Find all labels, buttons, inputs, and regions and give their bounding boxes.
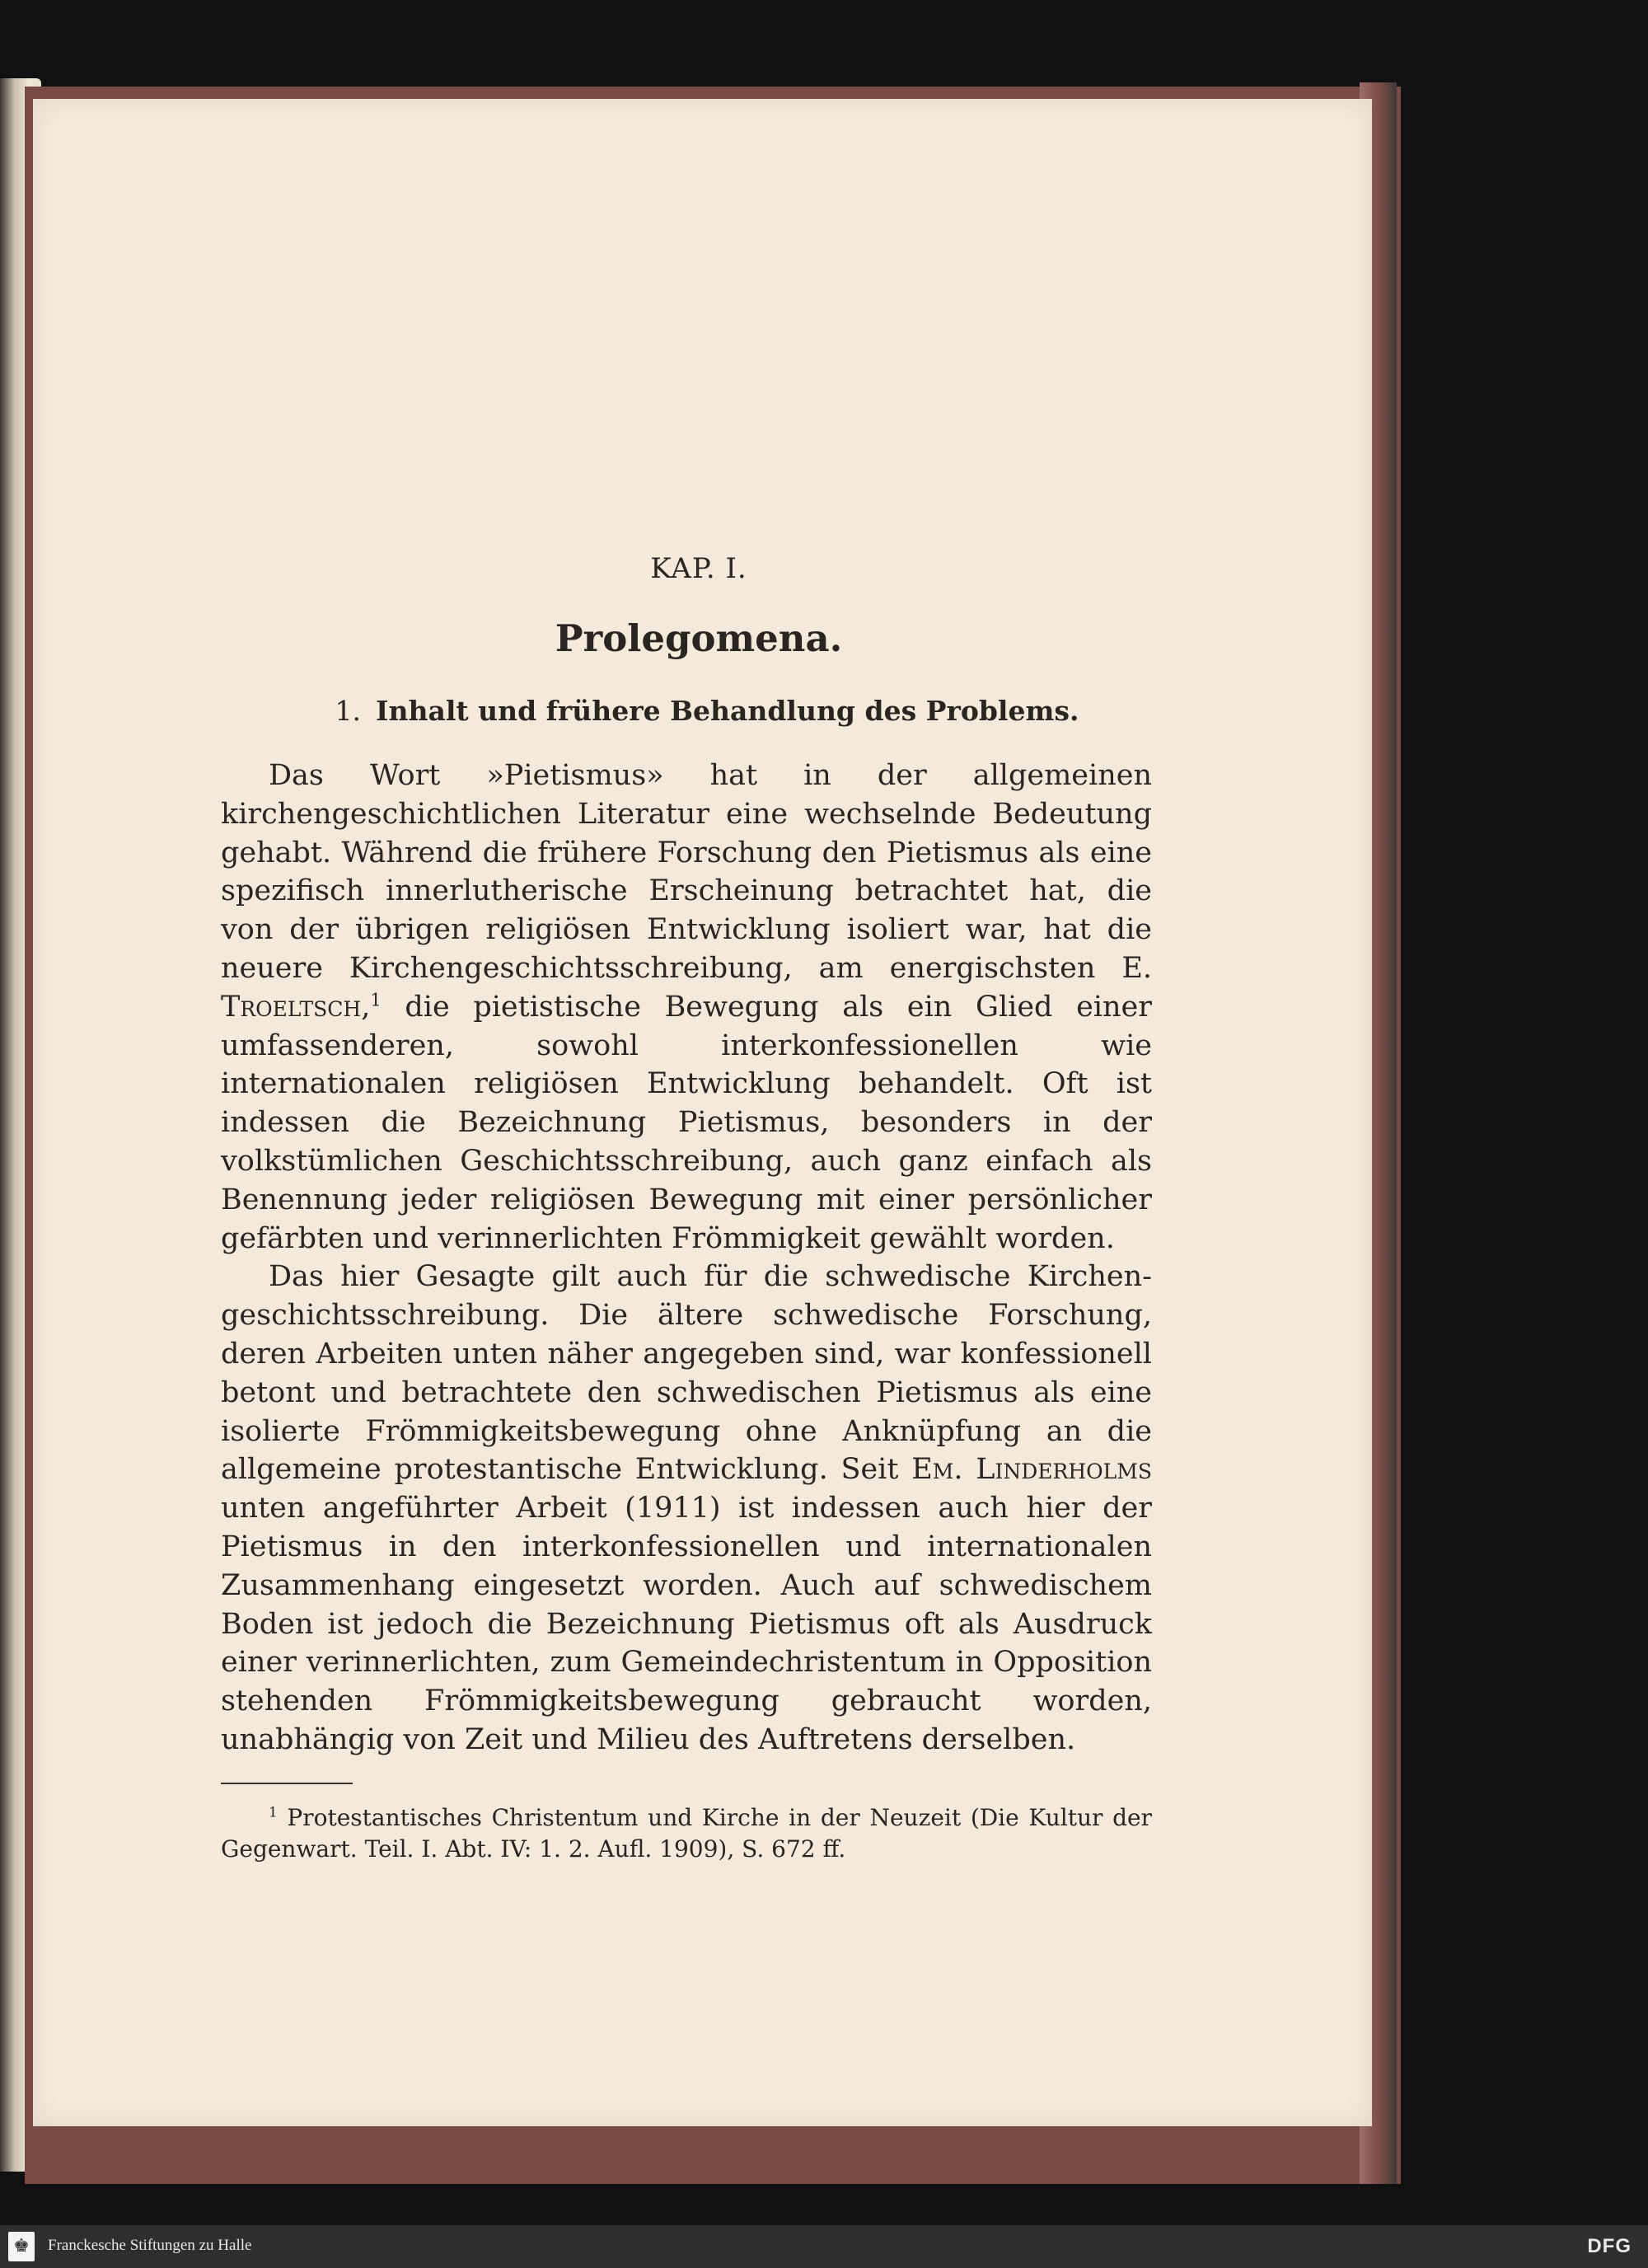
paragraph-1 xyxy=(221,757,1152,1258)
section-heading xyxy=(221,695,1152,727)
paragraph-1-text-b: die pietistische Bewegung als ein Glied einer umfassenderen, sowohl interkonfessionellen wie internationalen religiösen Entwicklung behandelt. Oft ist indessen die Bezeichnung Pietismus, besonders in der volkstümlichen Geschichtsschreibung, auch ganz einfach als Benennung jeder religiösen Bewegung mit einer persönlicher gefärbten und verinnerlichten Frömmigkeit gewählt worden. xyxy=(221,990,1152,1255)
paragraph-2 xyxy=(221,1258,1152,1759)
paragraph-2-text-a: Das hier Gesagte gilt auch für die schwedische Kirchengeschichtsschreibung. Die ältere schwedische Forschung, deren Arbeiten unten näher angegeben sind, war konfessionell betont und betrachtete den schwedischen Pietismus als eine isolierte Frömmigkeitsbewegung ohne Anknüpfung an die allgemeine protestantische Entwicklung. Seit xyxy=(221,1260,1152,1487)
section-number: 1. xyxy=(335,695,362,727)
page-content xyxy=(221,552,1152,1865)
dfg-logo[interactable]: DFG xyxy=(1587,2235,1632,2257)
paragraph-1-text-a: Das Wort »Pietismus» hat in der allgemeinen kirchengeschichtlichen Literatur eine wechselnde Bedeutung gehabt. Während die frühere Forschung den Pietismus als eine spezifisch innerlutherische Erscheinung betrachtet hat, die von der übrigen religiösen Entwicklung isoliert war, hat die neuere Kirchengeschichtsschreibung, am energischsten E. xyxy=(221,759,1152,985)
footer-bar xyxy=(0,2225,1648,2268)
section-title: Inhalt und frühere Behandlung des Problems. xyxy=(376,695,1079,727)
author-linderholm: Em. Linderholms xyxy=(911,1453,1152,1487)
footnote xyxy=(221,1802,1152,1865)
footnote-divider xyxy=(221,1783,353,1784)
crest-icon[interactable]: ♚ xyxy=(8,2232,35,2261)
footnote-marker: 1 xyxy=(269,1803,278,1820)
footnote-ref: 1 xyxy=(370,990,382,1010)
author-troeltsch: Troeltsch, xyxy=(221,990,371,1024)
chapter-title: Prolegomena. xyxy=(555,616,843,660)
chapter-heading: KAP. I. xyxy=(650,552,747,585)
paragraph-2-text-b: unten angeführter Arbeit (1911) ist indessen auch hier der Pietismus in den interkonfessionellen und internationalen Zusammenhang eingesetzt worden. Auch auf schwedischem Boden ist jedoch die Bezeichnung Pietismus oft als Ausdruck einer verinnerlichten, zum Gemeindechristentum in Opposition stehenden Frömmigkeitsbewegung gebraucht worden, unabhängig von Zeit und Milieu des Auftretens derselben. xyxy=(221,1492,1152,1756)
institution-name[interactable]: Franckesche Stiftungen zu Halle xyxy=(48,2237,252,2254)
footnote-text: Protestantisches Christentum und Kirche in der Neuzeit (Die Kultur der Gegenwart. Teil. I. Abt. IV: 1. 2. Aufl. 1909), S. 672 ff. xyxy=(221,1803,1152,1863)
